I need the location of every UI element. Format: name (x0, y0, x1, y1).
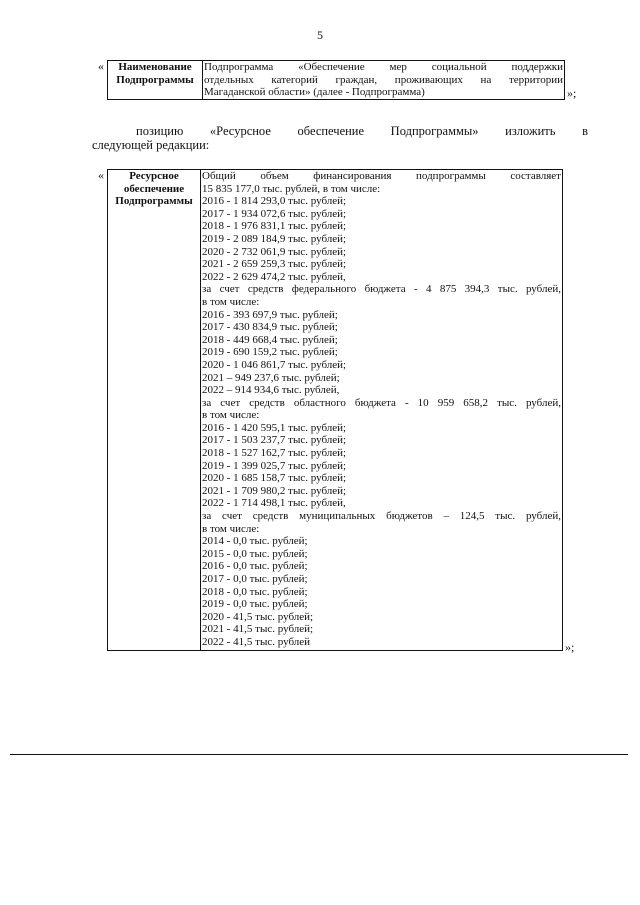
funding-line: 2018 - 449 668,4 тыс. рублей; (202, 333, 338, 346)
text-line: Магаданской области» (далее - Подпрограмма) (204, 86, 425, 99)
funding-line: 2015 - 0,0 тыс. рублей; (202, 547, 308, 560)
funding-line: за счет средств федерального бюджета - 4 875 394,3 тыс. рублей, (202, 283, 561, 296)
funding-line: в том числе: (202, 409, 260, 422)
funding-line: 2016 - 393 697,9 тыс. рублей; (202, 308, 338, 321)
funding-line: 2018 - 1 527 162,7 тыс. рублей; (202, 447, 347, 460)
funding-line: 2017 - 1 503 237,7 тыс. рублей; (202, 434, 347, 447)
text-line: Подпрограмма «Обеспечение мер социальной поддержки (204, 61, 563, 73)
funding-line: 2022 – 914 934,6 тыс. рублей, (202, 384, 340, 397)
funding-line: 2020 - 2 732 061,9 тыс. рублей; (202, 245, 347, 258)
opening-quote: « (98, 168, 104, 182)
funding-line: 2021 – 949 237,6 тыс. рублей; (202, 371, 340, 384)
funding-line: 2021 - 2 659 259,3 тыс. рублей; (202, 258, 347, 271)
header-line: Подпрограммы (115, 195, 193, 208)
funding-line: 2021 - 41,5 тыс. рублей; (202, 623, 314, 636)
funding-line: 2019 - 2 089 184,9 тыс. рублей; (202, 232, 347, 245)
header-line: обеспечение (123, 182, 185, 195)
funding-line: 2022 - 1 714 498,1 тыс. рублей, (202, 497, 346, 510)
instruction-paragraph (92, 124, 588, 152)
funding-line: 2017 - 430 834,9 тыс. рублей; (202, 321, 338, 334)
funding-line: 2018 - 0,0 тыс. рублей; (202, 585, 308, 598)
funding-line: 2017 - 0,0 тыс. рублей; (202, 573, 308, 585)
funding-line: 2020 - 1 046 861,7 тыс. рублей; (202, 358, 347, 371)
header-line: Ресурсное (129, 170, 179, 182)
funding-line: в том числе: (202, 522, 260, 535)
funding-line: 2016 - 1 814 293,0 тыс. рублей; (202, 195, 347, 208)
funding-line: 2022 - 41,5 тыс. рублей (202, 635, 311, 648)
funding-line: 2020 - 41,5 тыс. рублей; (202, 610, 314, 623)
funding-line: в том числе: (202, 295, 260, 308)
resource-provision-table (107, 169, 563, 651)
resource-provision-header (108, 170, 201, 651)
funding-line: 2019 - 1 399 025,7 тыс. рублей; (202, 459, 347, 472)
header-line: Наименование (118, 61, 192, 73)
funding-line: 2022 - 2 629 474,2 тыс. рублей, (202, 270, 346, 283)
funding-details (201, 170, 563, 651)
funding-line: 2014 - 0,0 тыс. рублей; (202, 535, 308, 548)
funding-line: 2016 - 0,0 тыс. рублей; (202, 560, 308, 573)
funding-line: за счет средств областного бюджета - 10 959 658,2 тыс. рублей, (202, 396, 561, 409)
funding-line: 2019 - 0,0 тыс. рублей; (202, 598, 308, 611)
funding-line: 2017 - 1 934 072,6 тыс. рублей; (202, 207, 347, 220)
subprogram-name-header (108, 61, 203, 100)
header-line: Подпрограммы (116, 73, 194, 86)
subprogram-name-table (107, 60, 565, 100)
text-line: отдельных категорий граждан, проживающих на территории (204, 73, 563, 86)
funding-line: 15 835 177,0 тыс. рублей, в том числе: (202, 182, 381, 195)
closing-quote: »; (567, 86, 577, 100)
paragraph-line: следующей редакции: (92, 138, 210, 152)
funding-line: 2016 - 1 420 595,1 тыс. рублей; (202, 421, 347, 434)
paragraph-line: позицию «Ресурсное обеспечение Подпрограммы» изложить в (136, 124, 588, 138)
funding-line: 2018 - 1 976 831,1 тыс. рублей; (202, 220, 347, 233)
closing-quote: »; (565, 640, 575, 654)
opening-quote: « (98, 59, 104, 73)
funding-line: Общий объем финансирования подпрограммы составляет (202, 170, 561, 182)
funding-line: 2021 - 1 709 980,2 тыс. рублей; (202, 484, 347, 497)
page-number: 5 (317, 28, 323, 42)
bottom-divider (10, 754, 628, 755)
funding-line: 2020 - 1 685 158,7 тыс. рублей; (202, 472, 347, 485)
subprogram-name-text (203, 61, 565, 100)
funding-line: за счет средств муниципальных бюджетов – 124,5 тыс. рублей, (202, 510, 561, 523)
funding-line: 2019 - 690 159,2 тыс. рублей; (202, 346, 338, 359)
